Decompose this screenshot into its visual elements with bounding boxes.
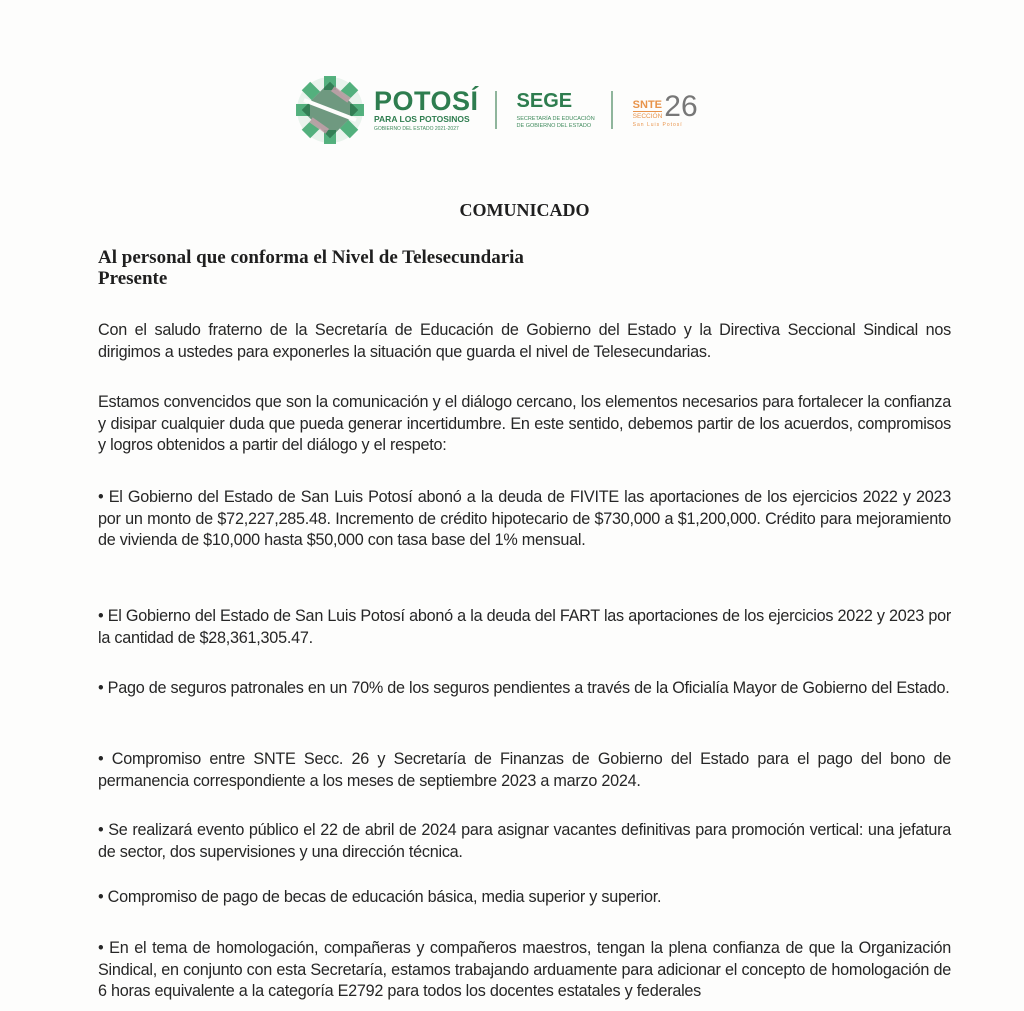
snte-logo-name: SNTE bbox=[632, 99, 663, 111]
bullet-item: • Compromiso de pago de becas de educación básica, media superior y superior. bbox=[98, 888, 662, 906]
bullet-item: • En el tema de homologación, compañeras y compañeros maestros, tengan la plena confianza de que la Organización Sindical, en conjunto con esta Secretaría, estamos trabajando arduamente para adicionar el concepto de homologación de 6 horas equivalente a la categoría E2792 para todos los docentes estatales y federales bbox=[98, 939, 951, 1000]
sege-caption-2: DE GOBIERNO DEL ESTADO bbox=[516, 123, 592, 129]
potosi-logo-subtitle: PARA LOS POTOSINOS bbox=[374, 113, 470, 124]
bullet-item: • Pago de seguros patronales en un 70% de los seguros pendientes a través de la Oficialía Mayor de Gobierno del Estado. bbox=[98, 679, 950, 697]
logo-divider bbox=[611, 91, 613, 129]
potosi-logo bbox=[374, 85, 479, 133]
sege-logo bbox=[517, 90, 595, 130]
recipient-block bbox=[98, 247, 524, 289]
potosi-emblem-icon bbox=[294, 74, 366, 146]
snte-section-number: 26 bbox=[664, 90, 698, 123]
logo-divider bbox=[495, 91, 497, 129]
sege-caption-1: SECRETARÍA DE EDUCACIÓN bbox=[516, 116, 595, 122]
potosi-logo-caption: GOBIERNO DEL ESTADO 2021-2027 bbox=[374, 125, 459, 132]
intro-paragraph: Estamos convencidos que son la comunicación y el diálogo cercano, los elementos necesarios para fortalecer la confianza y disipar cualquier duda que pueda generar incertidumbre. En este sentido, debemos partir de los acuerdos, compromisos y logros obtenidos a partir del diálogo y el respeto: bbox=[98, 393, 951, 454]
sege-logo-name: SEGE bbox=[516, 90, 573, 112]
intro-paragraph: Con el saludo fraterno de la Secretaría de Educación de Gobierno del Estado y la Directiva Seccional Sindical nos dirigimos a ustedes para exponerles la situación que guarda el nivel de Telesecundarias. bbox=[98, 321, 951, 361]
bullet-item: • El Gobierno del Estado de San Luis Potosí abonó a la deuda de FIVITE las aportaciones de los ejercicios 2022 y 2023 por un monto de $72,227,285.48. Incremento de crédito hipotecario de $730,000 a $1,200,000. Crédito para mejoramiento de vivienda de $10,000 hasta $50,000 con tasa base del 1% mensual. bbox=[98, 488, 951, 549]
recipient-line: Al personal que conforma el Nivel de Telesecundaria bbox=[98, 247, 524, 268]
bullet-item: • Compromiso entre SNTE Secc. 26 y Secretaría de Finanzas de Gobierno del Estado para el pago del bono de permanencia correspondiente a los meses de septiembre 2023 a marzo 2024. bbox=[98, 750, 951, 790]
snte-logo bbox=[633, 92, 698, 128]
bullet-item: • El Gobierno del Estado de San Luis Potosí abonó a la deuda del FART las aportaciones de los ejercicios 2022 y 2023 por la cantidad de $28,361,305.47. bbox=[98, 607, 951, 647]
snte-section-label: SECCIÓN bbox=[632, 113, 663, 120]
document-title: COMUNICADO bbox=[459, 200, 590, 220]
bullet-item: • Se realizará evento público el 22 de abril de 2024 para asignar vacantes definitivas para promoción vertical: una jefatura de sector, dos supervisiones y una dirección técnica. bbox=[98, 821, 951, 861]
letterhead bbox=[294, 74, 764, 146]
snte-city: San Luis Potosí bbox=[632, 122, 683, 128]
recipient-presente: Presente bbox=[98, 268, 168, 289]
potosi-logo-name: POTOSÍ bbox=[374, 85, 479, 116]
